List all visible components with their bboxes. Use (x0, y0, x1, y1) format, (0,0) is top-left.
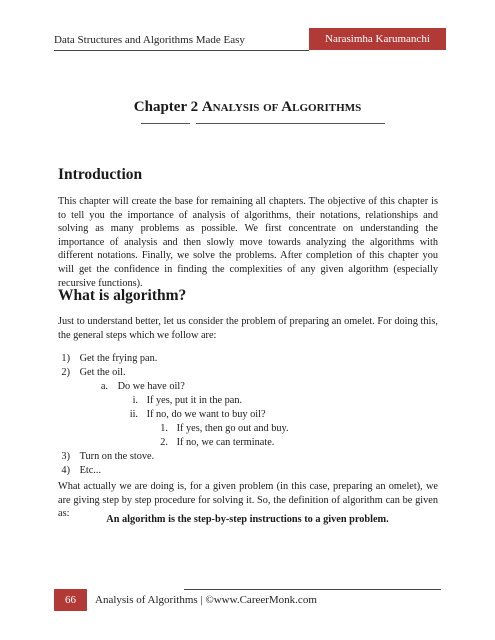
header-book-title: Data Structures and Algorithms Made Easy (54, 34, 245, 46)
list-item: 3) Turn on the stove. (61, 451, 155, 462)
chapter-title (0, 99, 495, 116)
list-item: 2) Get the oil. (61, 367, 126, 378)
list-item: 1) Get the frying pan. (61, 353, 158, 364)
header-author-badge: Narasimha Karumanchi (309, 28, 446, 50)
list-item: a. Do we have oil? (100, 381, 185, 392)
list-item: 2. If no, we can terminate. (160, 437, 275, 448)
header-rule (54, 50, 309, 51)
list-item: ii. If no, do we want to buy oil? (129, 409, 266, 420)
chapter-underline-short (141, 123, 190, 124)
chapter-name: Analysis of Algorithms (201, 99, 362, 115)
page-number-badge: 66 (54, 589, 87, 611)
algorithm-definition: An algorithm is the step-by-step instructions to a given problem. (106, 514, 389, 525)
algorithm-intro-paragraph: Just to understand better, let us consider the problem of preparing an omelet. For doing this, the general steps which we follow are: (58, 316, 438, 341)
chapter-underline-long (196, 123, 385, 124)
list-item: 1. If yes, then go out and buy. (160, 423, 289, 434)
footer-text: Analysis of Algorithms | ©www.CareerMonk.com (95, 594, 317, 606)
list-item: i. If yes, put it in the pan. (132, 395, 243, 406)
page-header (54, 28, 446, 50)
section-heading-introduction: Introduction (58, 166, 143, 183)
algorithm-explanation-paragraph: What actually we are doing is, for a given problem (in this case, preparing an omelet), we are giving step by step procedure for solving it. So, the definition of algorithm can be given as: (58, 481, 438, 520)
section-heading-what-is-algorithm: What is algorithm? (58, 287, 187, 304)
footer-rule (184, 589, 441, 590)
introduction-paragraph: This chapter will create the base for remaining all chapters. The objective of this chapter is to tell you the importance of analysis of algorithms, their notations, relationships and solving as many problems as possible. We first concentrate on understanding the importance of analysis and then slowly move towards analyzing the algorithms with different notations. Finally, we solve the problems. After completion of this chapter you will get the confidence in finding the complexities of any given algorithm (especially recursive functions). (58, 196, 438, 289)
chapter-prefix: Chapter 2 (133, 99, 199, 115)
list-item: 4) Etc... (61, 465, 102, 476)
